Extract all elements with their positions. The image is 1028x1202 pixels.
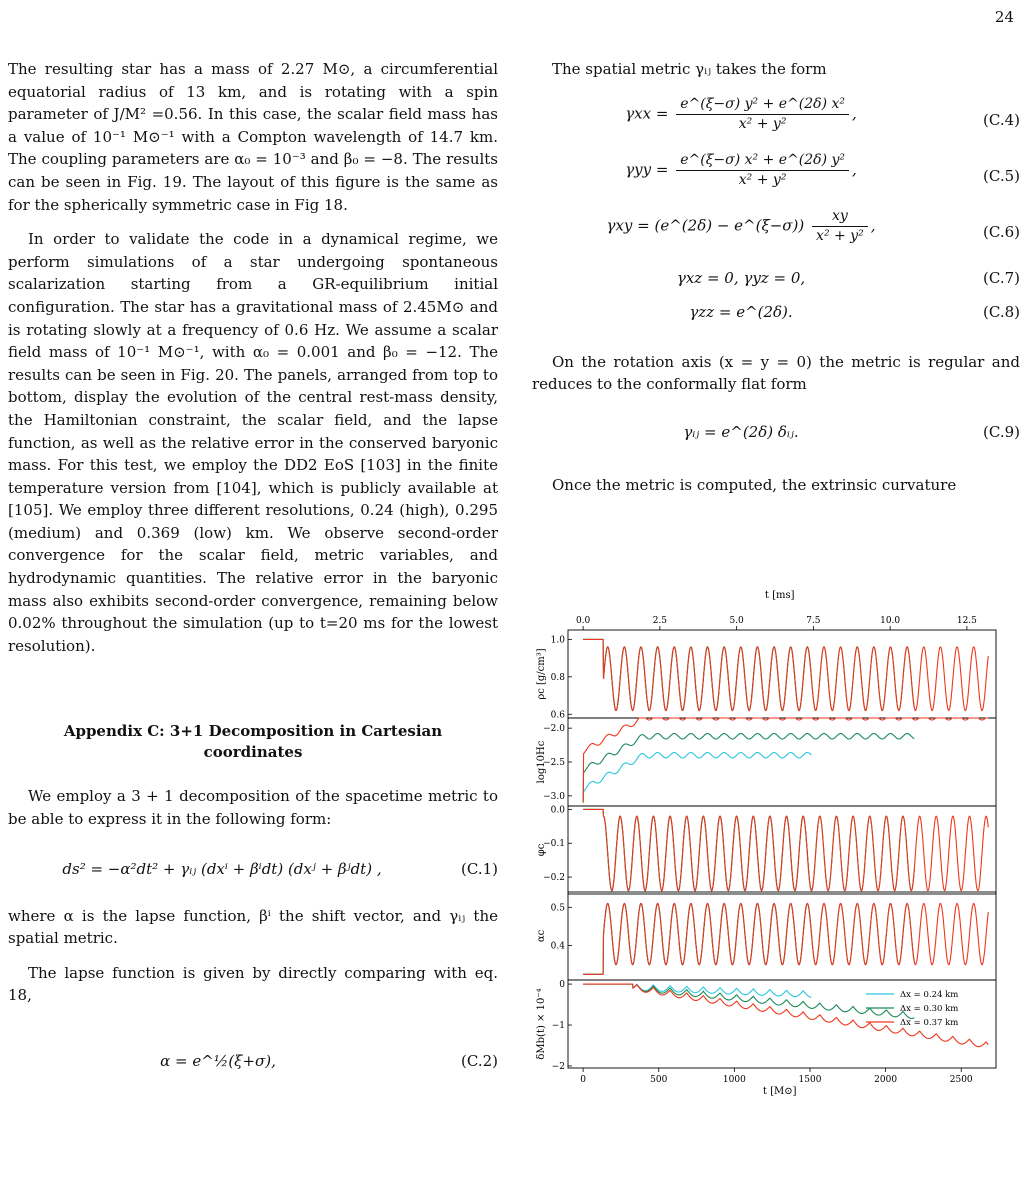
- paragraph-right-3: Once the metric is computed, the extrinsic curvature: [552, 475, 957, 494]
- x-tick-label: 1000: [722, 1075, 746, 1085]
- equation-c1: ds² = −α²dt² + γᵢⱼ (dxⁱ + βⁱdt) (dxʲ + βʲdt) , (C.1): [62, 859, 498, 878]
- top-tick-label: 2.5: [652, 616, 668, 626]
- panel-frame: [568, 718, 996, 806]
- series-line-0: [583, 984, 811, 997]
- equation-c9: γᵢⱼ = e^(2δ) δᵢⱼ. (C.9): [683, 422, 1020, 441]
- x-tick-label: 2000: [874, 1075, 898, 1085]
- legend-label: Δx = 0.24 km: [900, 990, 959, 1000]
- y-tick-label: −3.0: [543, 791, 565, 802]
- paragraph-1: The resulting star has a mass of 2.27 M⊙, a circumferential equatorial radius of 13 km, and is rotating with a spin parameter of J/M² =0.56. In this case, the scalar field mass has a value of 10⁻¹ M⊙⁻¹ with a Compton wavelength of 14.7 km. The coupling parameters are α₀ = 10⁻³ and β₀ = −8. The results can be seen in Fig. 19. The layout of this figure is the same as for the spherically symmetric case in Fig 18.: [8, 60, 498, 214]
- x-tick-label: 1500: [798, 1075, 822, 1085]
- paragraph-3: We employ a 3 + 1 decomposition of the spacetime metric to be able to express it in the following form:: [8, 787, 498, 829]
- x-tick-label: 2500: [949, 1075, 973, 1085]
- appendix-heading: Appendix C: 3+1 Decomposition in Cartesian coordinates: [63, 722, 443, 762]
- figure-20-chart: [536, 586, 1006, 1194]
- series-line-2: [583, 809, 988, 890]
- y-axis-label: δMb(t) × 10⁻⁴: [536, 988, 547, 1060]
- x-tick-label: 500: [650, 1075, 668, 1085]
- y-axis-label: log10Hc: [536, 740, 547, 784]
- y-tick-label: −2.5: [543, 758, 565, 768]
- series-line-1: [583, 639, 914, 710]
- equation-c2: α = e^½(ξ+σ), (C.2): [160, 1052, 498, 1070]
- paragraph-4: where α is the lapse function, βⁱ the shift vector, and γᵢⱼ the spatial metric.: [8, 906, 498, 948]
- right-column: [532, 58, 1020, 496]
- equation-c4: γxx = $\frac{\text{e\textasciicircum{}(ξ−σ) y² + e\textasciicircum{}(2δ) x²}}{\text{x² + y²}}$ , (C.4): [625, 95, 1020, 132]
- y-tick-label: −2: [551, 1061, 565, 1072]
- panel-frame: [568, 630, 996, 718]
- y-tick-label: 0.4: [550, 941, 565, 952]
- equation-c6: γxy = (e^(2δ) − e^(ξ−σ)) $\frac{xy}{\text{x² + y²}}$ , (C.6): [606, 207, 1020, 244]
- equation-c8: γzz = e^(2δ). (C.8): [689, 302, 1020, 321]
- series-line-2: [583, 904, 988, 975]
- y-tick-label: −0.1: [543, 839, 565, 850]
- y-tick-label: 0.6: [550, 710, 565, 721]
- series-line-1: [583, 984, 914, 1018]
- y-tick-label: −0.2: [543, 873, 565, 884]
- paragraph-5: The lapse function is given by directly comparing with eq. 18,: [8, 963, 498, 1005]
- panel-frame: [568, 892, 996, 980]
- x-axis-label: t [M⊙]: [762, 1086, 797, 1097]
- series-line-1: [583, 734, 914, 803]
- equation-c7: γxz = 0, γyz = 0, (C.7): [676, 268, 1020, 287]
- paragraph-right-intro: The spatial metric γᵢⱼ takes the form: [552, 60, 827, 78]
- paragraph-right-2: On the rotation axis (x = y = 0) the metric is regular and reduces to the conformally flat form: [532, 352, 1020, 394]
- series-line-2: [583, 718, 988, 803]
- y-tick-label: 0.8: [550, 672, 565, 683]
- left-column: [8, 58, 498, 1081]
- top-tick-label: 0.0: [575, 616, 591, 626]
- equation-c5: γyy = $\frac{\text{e\textasciicircum{}(ξ−σ) x² + e\textasciicircum{}(2δ) y²}}{\text{x² + y²}}$ , (C.5): [625, 151, 1020, 188]
- top-tick-label: 5.0: [729, 616, 744, 626]
- legend-label: Δx = 0.30 km: [900, 1004, 959, 1014]
- top-axis-label: t [ms]: [764, 590, 795, 601]
- series-line-0: [583, 904, 811, 975]
- legend-label: Δx = 0.37 km: [900, 1018, 959, 1028]
- paragraph-2: In order to validate the code in a dynamical regime, we perform simulations of a star undergoing spontaneous scalarization starting from a GR-equilibrium initial configuration. The star has a gravitational mass of 2.45M⊙ and is rotating slowly at a frequency of 0.6 Hz. We assume a scalar field mass of 10⁻¹ M⊙⁻¹, with α₀ = 0.001 and β₀ = −12. The results can be seen in Fig. 20. The panels, arranged from top to bottom, display the evolution of the central rest-mass density, the Hamiltonian constraint, the scalar field, and the lapse function, as well as the relative error in the conserved baryonic mass. For this test, we employ the DD2 EoS [103] in the finite temperature version from [104], which is publicly available at [105]. We employ three different resolutions, 0.24 (high), 0.295 (medium) and 0.369 (low) km. We observe second-order convergence for the scalar field, metric variables, and hydrodynamic quantities. The relative error in the baryonic mass also exhibits second-order convergence, remaining below 0.02% throughout the simulation (up to t=20 ms for the lowest resolution).: [8, 230, 498, 655]
- series-line-0: [583, 753, 811, 803]
- y-axis-label: φc: [536, 843, 547, 857]
- top-tick-label: 12.5: [956, 616, 977, 626]
- top-tick-label: 7.5: [806, 616, 821, 626]
- y-axis-label: αc: [536, 929, 547, 943]
- page-number: 24: [994, 8, 1014, 26]
- y-tick-label: −2.0: [543, 724, 565, 735]
- y-axis-label: ρc [g/cm³]: [536, 648, 547, 700]
- y-tick-label: 0.5: [550, 903, 565, 914]
- y-tick-label: 0.0: [550, 805, 565, 816]
- y-tick-label: 1.0: [550, 635, 565, 646]
- series-line-2: [583, 639, 988, 710]
- top-tick-label: 10.0: [880, 616, 901, 626]
- y-tick-label: −1: [551, 1021, 565, 1032]
- x-tick-label: 0: [580, 1075, 586, 1085]
- y-tick-label: 0: [559, 980, 565, 991]
